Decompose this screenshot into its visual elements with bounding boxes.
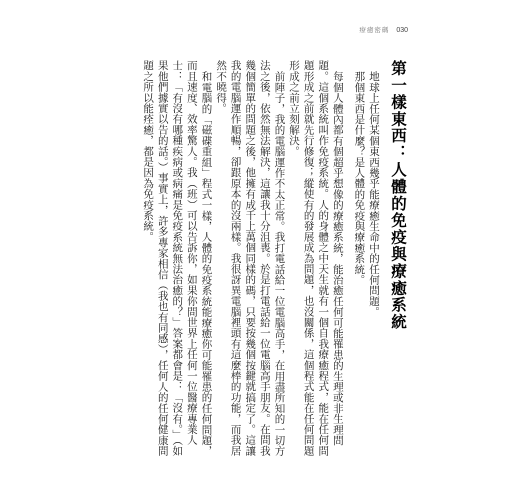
body-paragraph-5: 和電腦的「磁碟重組」程式一樣，人體的免疫系統能療癒你可能罹患的任何問題，而且速度、效率驚人。我（班）可以告訴你，如果你問世界上任何一位醫療專業人士：「有沒有哪種疾病或病痛是免疫系統無法治癒的？」答案都會是：「沒有。」（如果他們據實以告的話。）事實上，許多專家相信（我也有同感），任何人的任何健康問題之所以能痊癒，都是因為免疫系統。 — [142, 60, 213, 457]
body-paragraph-1: 地球上任何某個東西幾乎能療癒生命中的任何問題。 — [368, 70, 380, 317]
body-paragraph-3: 每個人體內都有個超乎想像的療癒系統，能治癒任何可能罹患的生理或非生理問題。這個系統叫作免疫系統。人的身體之中天生就有一個自我療癒程式，能在任何問題形成之前就先行修復；縱使有的發展成為問題，也沒關係，這個程式能在任何問題形成之前立刻解決。 — [288, 60, 344, 456]
vertical-text-body — [141, 60, 409, 462]
paragraph-gap — [345, 60, 352, 462]
running-header-title: 療癒密碼 — [359, 26, 390, 34]
page-number: 030 — [396, 27, 408, 34]
body-paragraph-2: 那個東西是什麼？是人體的免疫與療癒系統。 — [353, 70, 366, 285]
body-paragraph-4: 前陣子，我的電腦運作不太正常。我打電話給一位電腦高手，在用盡所知的一切方法之後，依然無法解決，這讓我十分沮喪。於是打電話給一位電腦高手朋友。在問我幾個簡單的問題之後，他擁有成千上萬個同樣的碼，只要按幾個按鍵就搞定了。這讓我的電腦運作順暢，卻跟原本的沒兩樣。我很訝異電腦裡頭有這麼棒的功能，而我居然不曉得。 — [215, 60, 286, 456]
chapter-title: 第一樣東西：人體的免疫與療癒系統 — [389, 60, 408, 331]
running-header — [359, 25, 408, 34]
